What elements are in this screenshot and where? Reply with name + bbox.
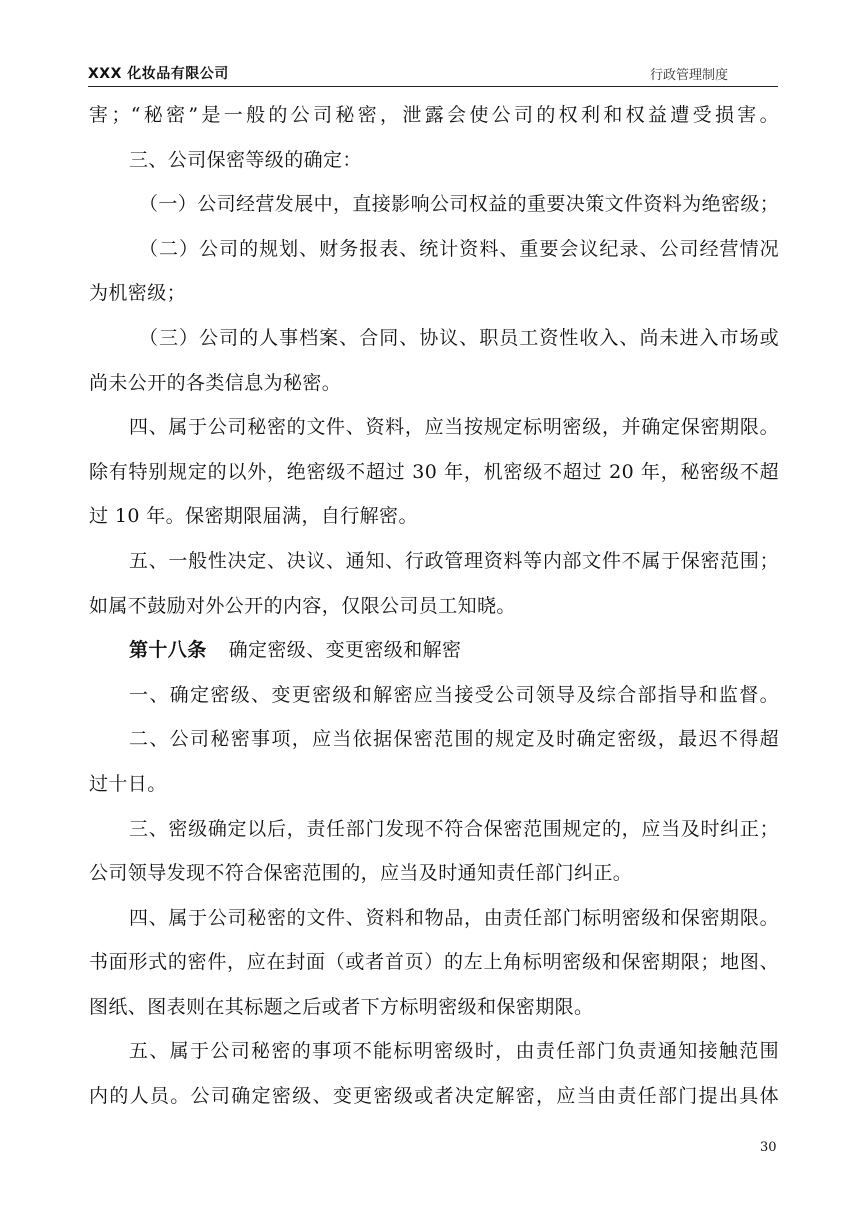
text-line: 内的人员。公司确定密级、变更密级或者决定解密，应当由责任部门提出具体	[89, 1085, 779, 1108]
text-line: 四、属于公司秘密的文件、资料，应当按规定标明密级，并确定保密期限。	[129, 416, 779, 439]
article-number: 第十八条	[129, 639, 207, 662]
document-body	[89, 93, 779, 1119]
text-line: 为机密级；	[89, 282, 187, 305]
text-line: 过十日。	[89, 772, 167, 795]
text-line: 四、属于公司秘密的文件、资料和物品，由责任部门标明密级和保密期限。	[129, 906, 779, 929]
header-document-title: 行政管理制度	[650, 68, 729, 83]
article-heading	[89, 628, 779, 673]
article-title: 确定密级、变更密级和解密	[228, 639, 462, 662]
text-line: 过 10 年。保密期限届满，自行解密。	[89, 505, 418, 528]
text-line: 五、属于公司秘密的事项不能标明密级时，由责任部门负责通知接触范围	[129, 1040, 779, 1063]
text-line: 书面形式的密件，应在封面（或者首页）的左上角标明密级和保密期限；地图、	[89, 951, 779, 974]
text-line: 图纸、图表则在其标题之后或者下方标明密级和保密期限。	[89, 995, 594, 1018]
text-line: （三）公司的人事档案、合同、协议、职员工资性收入、尚未进入市场或	[139, 326, 779, 349]
text-line: 公司领导发现不符合保密范围的，应当及时通知责任部门纠正。	[89, 862, 633, 885]
text-line: 尚未公开的各类信息为秘密。	[89, 371, 342, 394]
text-line: 除有特别规定的以外，绝密级不超过 30 年，机密级不超过 20 年，秘密级不超	[89, 460, 779, 483]
header-company-name: XXX 化妆品有限公司	[88, 66, 229, 82]
text-line: 害；“秘密”是一般的公司秘密，泄露会使公司的权利和权益遭受损害。	[89, 104, 779, 126]
text-line: 一、确定密级、变更密级和解密应当接受公司领导及综合部指导和监督。	[129, 683, 779, 706]
text-line: 如属不鼓励对外公开的内容，仅限公司员工知晓。	[89, 594, 516, 617]
text-line: 三、公司保密等级的确定：	[129, 148, 362, 171]
text-line: 二、公司秘密事项，应当依据保密范围的规定及时确定密级，最迟不得超	[129, 728, 779, 751]
text-line: （二）公司的规划、财务报表、统计资料、重要会议纪录、公司经营情况	[139, 237, 779, 260]
page-header	[88, 62, 778, 87]
text-line: 五、一般性决定、决议、通知、行政管理资料等内部文件不属于保密范围；	[129, 549, 779, 572]
text-line: （一）公司经营发展中，直接影响公司权益的重要决策文件资料为绝密级；	[139, 193, 779, 216]
page-number: 30	[760, 1140, 777, 1155]
text-line: 三、密级确定以后，责任部门发现不符合保密范围规定的，应当及时纠正；	[129, 817, 779, 840]
